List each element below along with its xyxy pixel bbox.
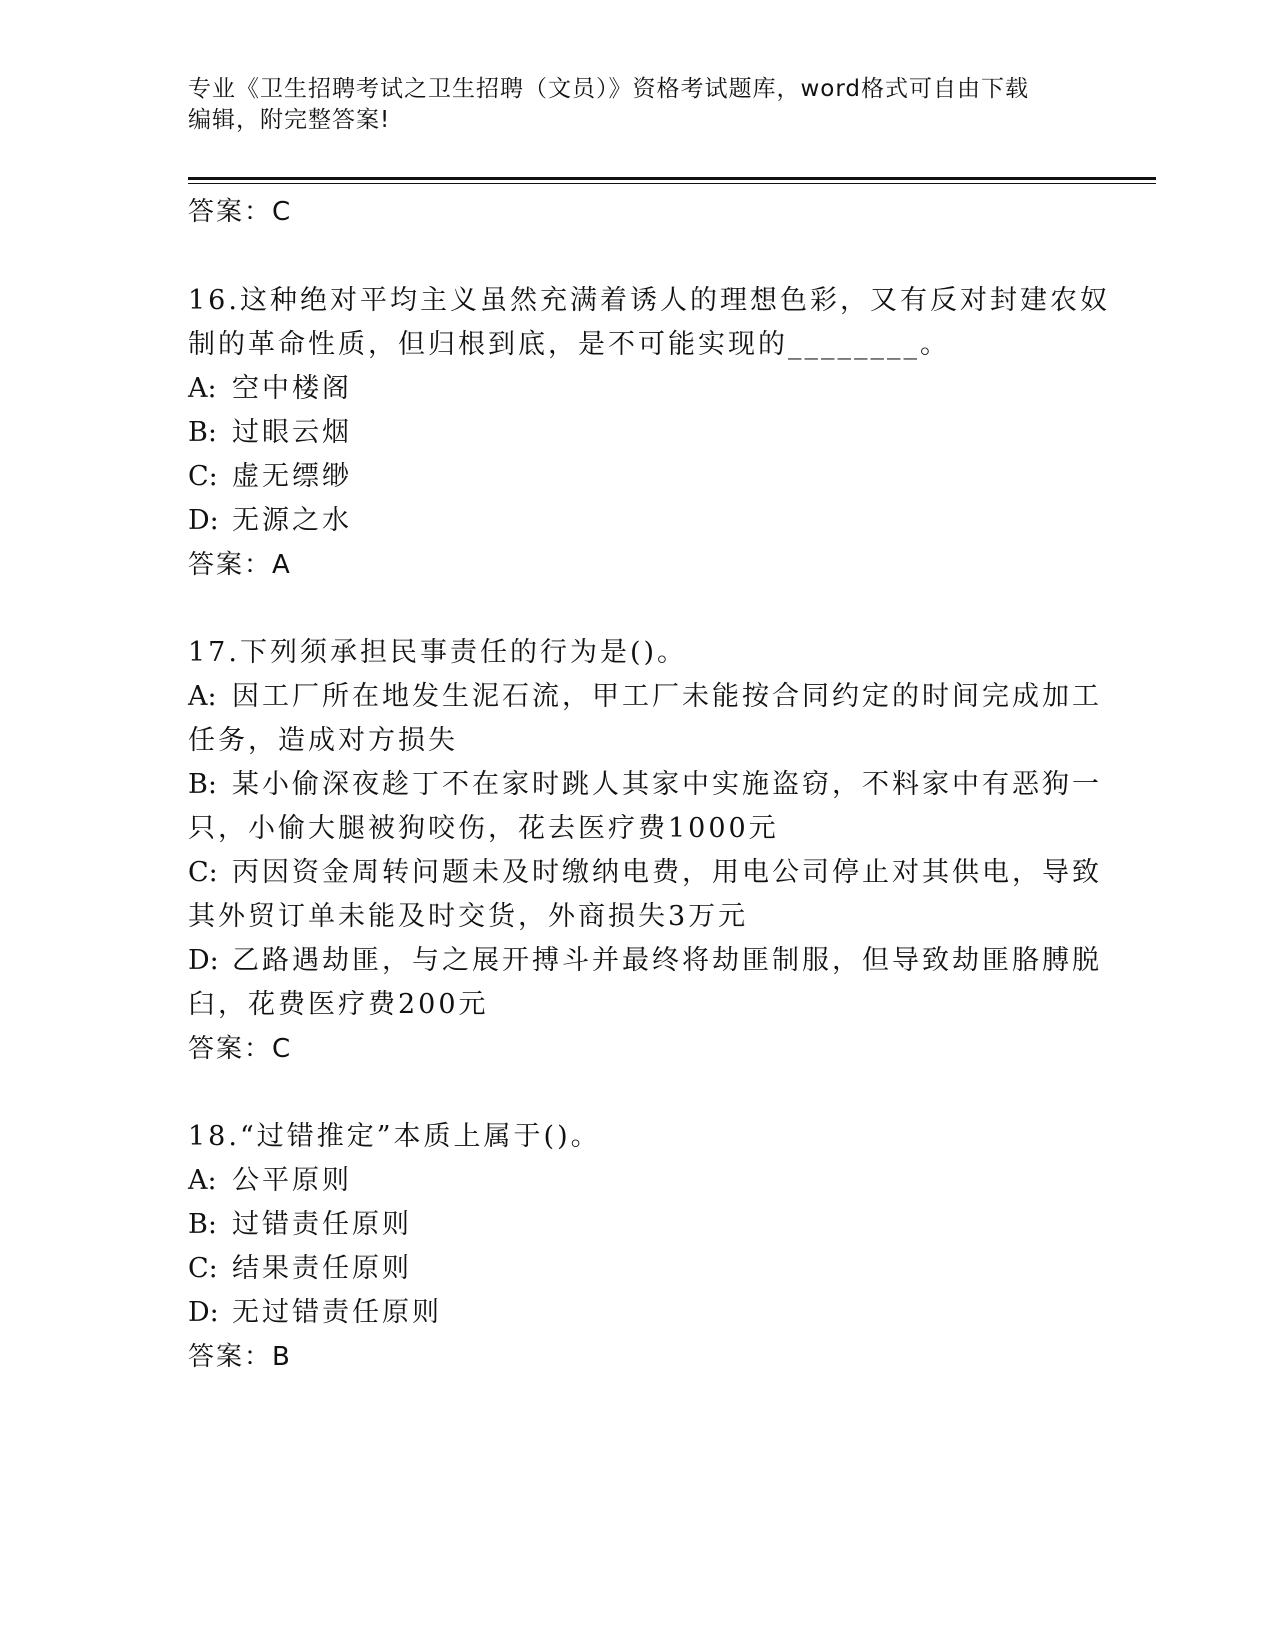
- option-letter: C:: [188, 461, 218, 492]
- header-line-1: 专业《卫生招聘考试之卫生招聘（文员）》资格考试题库，word格式可自由下载: [188, 76, 1030, 102]
- q18-option-a: [188, 1164, 1088, 1198]
- q18-option-c: [188, 1252, 1088, 1286]
- option-letter: B:: [188, 1209, 217, 1240]
- option-text: 因工厂所在地发生泥石流，甲工厂未能按合同约定的时间完成加工: [232, 681, 1102, 712]
- option-text: 过错责任原则: [232, 1209, 412, 1240]
- option-text: 虚无缥缈: [232, 461, 352, 492]
- q18-option-b: [188, 1208, 1088, 1242]
- option-letter: A:: [188, 1165, 217, 1196]
- option-text: 乙路遇劫匪，与之展开搏斗并最终将劫匪制服，但导致劫匪胳膊脱: [232, 945, 1102, 976]
- option-text: 结果责任原则: [232, 1253, 412, 1284]
- option-text: 公平原则: [232, 1165, 352, 1196]
- option-letter: A:: [188, 373, 217, 404]
- option-text: 某小偷深夜趁丁不在家时跳人其家中实施盗窃，不料家中有恶狗一: [232, 769, 1102, 800]
- q18-answer: 答案：B: [188, 1342, 292, 1372]
- q17-option-b-cont: 只，小偷大腿被狗咬伤，花去医疗费1000元: [188, 813, 779, 844]
- header-rule-thin: [188, 183, 1156, 184]
- option-text: 过眼云烟: [232, 417, 352, 448]
- q17-option-c-cont: 其外贸订单未能及时交货，外商损失3万元: [188, 901, 749, 932]
- previous-answer: 答案：C: [188, 197, 293, 227]
- q17-option-d-cont: 臼，花费医疗费200元: [188, 989, 489, 1020]
- option-letter: B:: [188, 769, 217, 800]
- q17-stem-line-1: 17.下列须承担民事责任的行为是()。: [188, 637, 688, 668]
- q16-stem-line-1: 16.这种绝对平均主义虽然充满着诱人的理想色彩，又有反对封建农奴: [188, 285, 1110, 316]
- option-text: 无源之水: [232, 505, 352, 536]
- q16-option-d: [188, 504, 1088, 538]
- q16-answer: 答案：A: [188, 550, 292, 580]
- option-text: 空中楼阁: [232, 373, 352, 404]
- q16-option-b: [188, 416, 1088, 450]
- option-text: 无过错责任原则: [232, 1297, 442, 1328]
- option-letter: C:: [188, 857, 218, 888]
- header-rule-thick: [188, 177, 1156, 180]
- q16-option-a: [188, 372, 1088, 406]
- q17-answer: 答案：C: [188, 1034, 293, 1064]
- option-text: 丙因资金周转问题未及时缴纳电费，用电公司停止对其供电，导致: [232, 857, 1102, 888]
- q16-option-c: [188, 460, 1088, 494]
- option-letter: A:: [188, 681, 217, 712]
- header-line-2: 编辑，附完整答案!: [188, 107, 391, 133]
- option-letter: D:: [188, 1297, 219, 1328]
- option-letter: C:: [188, 1253, 218, 1284]
- q17-option-d: [188, 944, 1102, 978]
- q17-option-a-cont: 任务，造成对方损失: [188, 725, 458, 756]
- option-letter: D:: [188, 945, 219, 976]
- option-letter: D:: [188, 505, 219, 536]
- q18-option-d: [188, 1296, 1088, 1330]
- q17-option-b: [188, 768, 1102, 802]
- q17-option-c: [188, 856, 1102, 890]
- q16-stem-line-2: 制的革命性质，但归根到底，是不可能实现的________。: [188, 329, 950, 360]
- q18-stem-line-1: 18.“过错推定”本质上属于()。: [188, 1121, 601, 1152]
- document-header: [188, 74, 1078, 136]
- q17-option-a: [188, 680, 1102, 714]
- option-letter: B:: [188, 417, 217, 448]
